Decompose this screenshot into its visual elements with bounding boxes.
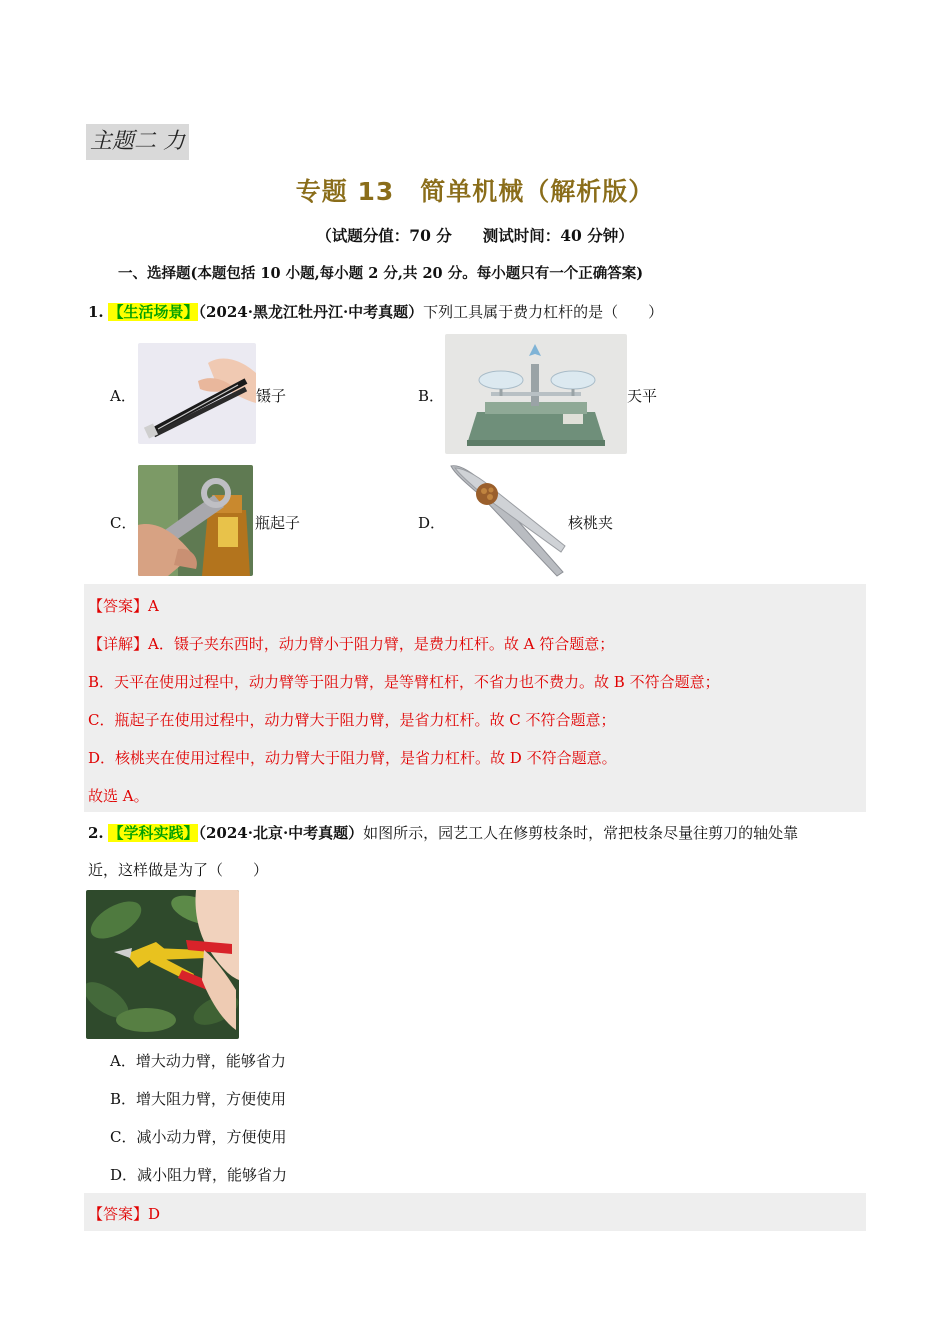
option-c-text[interactable]: 瓶起子: [255, 514, 301, 532]
option-a-letter[interactable]: A．: [110, 387, 136, 405]
question-number: 1.: [88, 303, 104, 321]
option-a-text[interactable]: 镊子: [256, 387, 287, 405]
option-b-text[interactable]: 天平: [627, 387, 658, 405]
option-b-letter[interactable]: B．: [418, 387, 445, 405]
answer-label: 【答案】D: [88, 1205, 161, 1223]
question-2-stem: [88, 823, 798, 843]
explanation-line: 【详解】A．镊子夹东西时，动力臂小于阻力臂，是费力杠杆。故 A 符合题意；: [88, 635, 615, 653]
option-c[interactable]: [110, 1126, 287, 1147]
option-b[interactable]: [110, 1088, 286, 1109]
answer-explanation-box: [84, 584, 866, 812]
option-letter: A．: [110, 1052, 136, 1070]
explanation-line: B．天平在使用过程中，动力臂等于阻力臂，是等臂杠杆，不省力也不费力。故 B 不符合题意；: [88, 673, 720, 691]
explanation-line: D．核桃夹在使用过程中，动力臂大于阻力臂，是省力杠杆。故 D 不符合题意。: [88, 749, 617, 767]
section-heading: 一、选择题(本题包括 10 小题,每小题 2 分,共 20 分。每小题只有一个正确答案): [118, 265, 644, 282]
question-source: （2024·黑龙江牡丹江·中考真题）: [198, 303, 424, 321]
option-letter: D．: [110, 1166, 138, 1184]
exam-info: （试题分值：70 分 测试时间：40 分钟）: [316, 226, 634, 245]
option-a[interactable]: [110, 1050, 286, 1071]
question-text: 下列工具属于费力杠杆的是（ ）: [423, 303, 664, 321]
question-source: （2024·北京·中考真题）: [198, 824, 364, 842]
option-c-letter[interactable]: C．: [110, 514, 137, 532]
bottle-opener-image: [138, 465, 253, 576]
question-tag: 【生活场景】: [108, 303, 199, 321]
option-d-text[interactable]: 核桃夹: [568, 514, 614, 532]
option-letter: B．: [110, 1090, 137, 1108]
question-text: 如图所示，园艺工人在修剪枝条时，常把枝条尽量往剪刀的轴处靠: [363, 824, 799, 842]
balance-scale-image: [445, 334, 627, 454]
explanation-line: C．瓶起子在使用过程中，动力臂大于阻力臂，是省力杠杆。故 C 不符合题意；: [88, 711, 616, 729]
option-text: 增大阻力臂，方便使用: [136, 1090, 287, 1108]
option-d[interactable]: [110, 1164, 287, 1185]
pruning-shears-image: [86, 890, 239, 1039]
answer-label: 【答案】A: [88, 597, 159, 615]
tweezers-image: [138, 343, 256, 444]
option-text: 减小动力臂，方便使用: [136, 1128, 287, 1146]
answer-box-q2: [84, 1193, 866, 1231]
option-text: 减小阻力臂，能够省力: [137, 1166, 288, 1184]
option-text: 增大动力臂，能够省力: [135, 1052, 286, 1070]
question-tag: 【学科实践】: [108, 824, 199, 842]
option-letter: C．: [110, 1128, 137, 1146]
topic-tag: 主题二 力: [86, 124, 189, 160]
option-d-letter[interactable]: D．: [418, 514, 446, 532]
nutcracker-image: [445, 462, 570, 580]
question-number: 2.: [88, 824, 104, 842]
page-title: 专题 13 简单机械（解析版）: [295, 177, 655, 206]
question-1-stem: [88, 302, 663, 322]
question-2-stem-continued: 近，这样做是为了（ ）: [88, 861, 269, 879]
explanation-line: 故选 A。: [88, 787, 149, 805]
